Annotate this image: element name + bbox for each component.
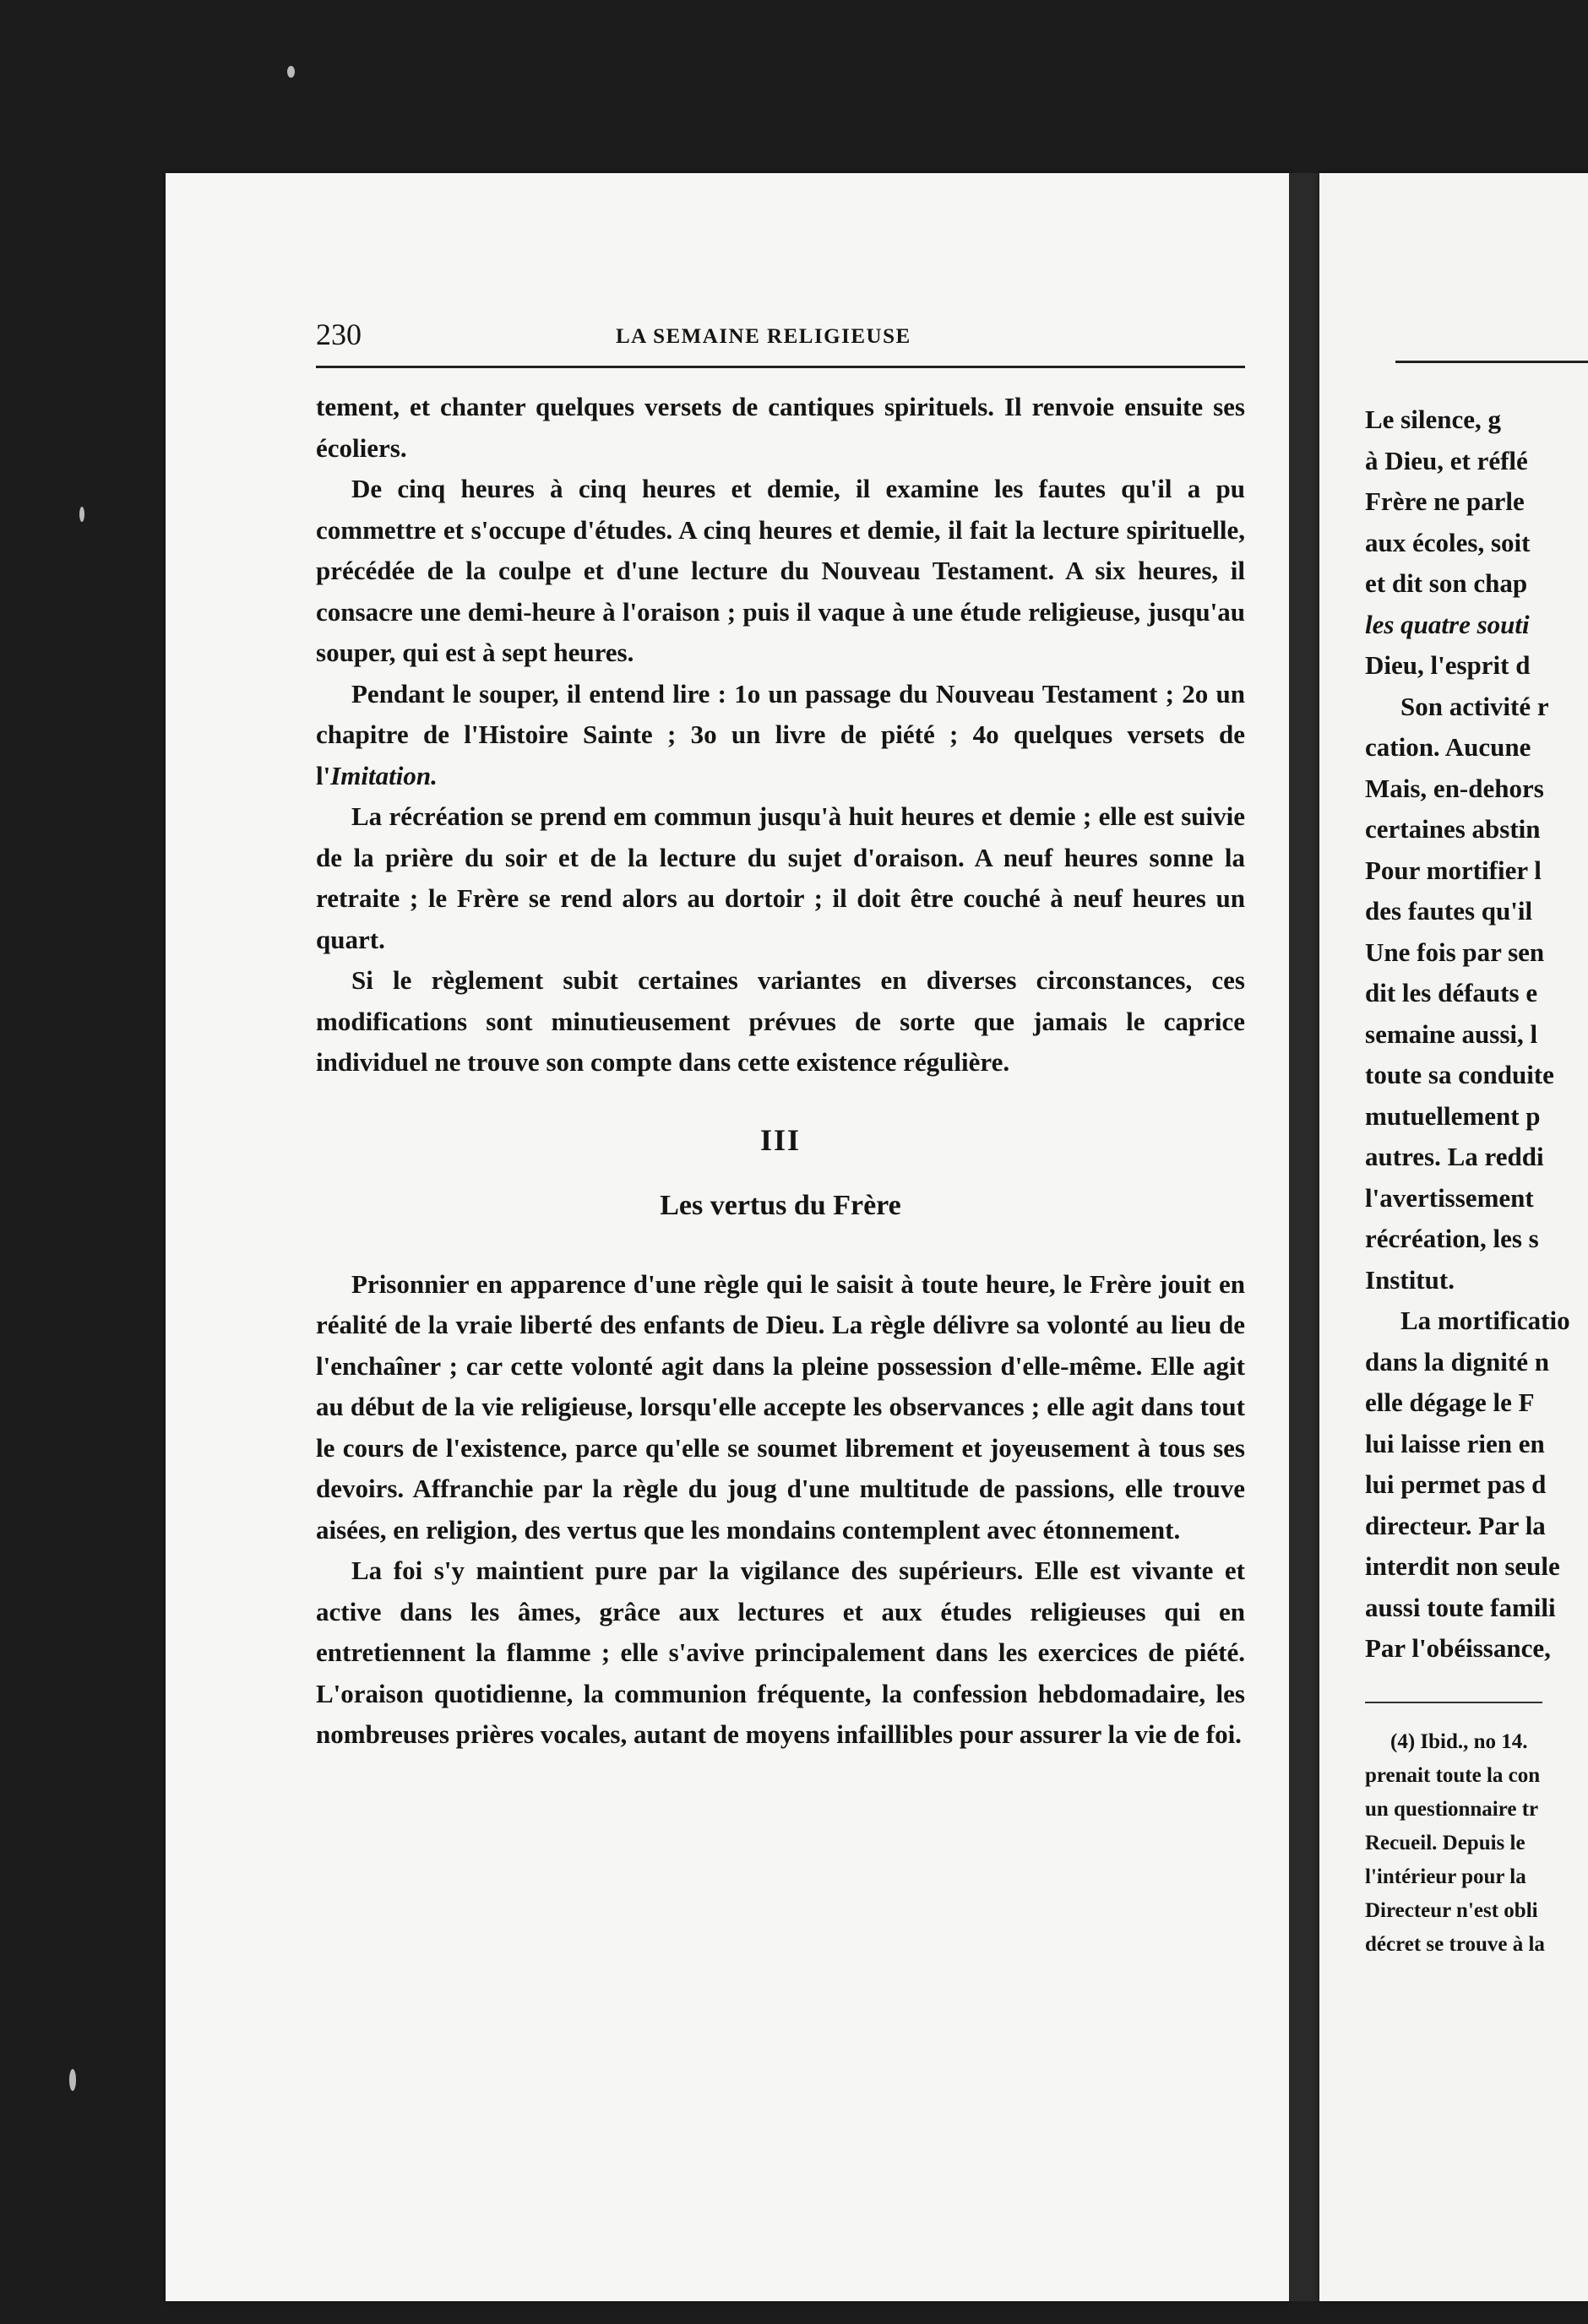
footnote-line: un questionnaire tr — [1365, 1798, 1539, 1821]
body-text — [316, 387, 1245, 1756]
text-line: aux écoles, soit — [1365, 527, 1531, 557]
text-line: Par l'obéissance, — [1365, 1633, 1551, 1663]
paragraph-text: Pendant le souper, il entend lire : 1o un passage du Nouveau Testament ; 2o un chapitre de l'Histoire Sainte ; 3o un livre de piété ; 4o quelques versets de l' — [316, 678, 1245, 790]
background-speck — [69, 2069, 76, 2091]
paragraph: tement, et chanter quelques versets de cantiques spirituels. Il renvoie ensuite ses écoliers. — [316, 392, 1245, 463]
background-speck — [79, 507, 84, 522]
footnote-line: décret se trouve à la — [1365, 1933, 1545, 1956]
page-gutter — [1289, 173, 1319, 2301]
right-page — [1319, 173, 1588, 2301]
text-line: l'avertissement — [1365, 1182, 1534, 1213]
page-number: 230 — [316, 318, 362, 351]
running-head — [316, 317, 1245, 362]
paragraph: Si le règlement subit certaines variantes en diverses circonstances, ces modifications sont minutieusement prévues de sorte que jamais le caprice individuel ne trouve son compte dans cette existence régulière. — [316, 965, 1245, 1077]
header-rule — [316, 366, 1245, 368]
text-line: Dieu, l'esprit d — [1365, 650, 1531, 680]
footnote-line: l'intérieur pour la — [1365, 1865, 1526, 1888]
paragraph: De cinq heures à cinq heures et demie, il examine les fautes qu'il a pu commettre et s'occupe d'études. A cinq heures et demie, il fait la lecture spirituelle, précédée de la coulpe et d'une lecture du Nouveau Testament. A six heures, il consacre une demi-heure à l'oraison ; puis il vaque à une étude religieuse, jusqu'au souper, qui est à sept heures. — [316, 474, 1245, 667]
footnote-line: Directeur n'est obli — [1365, 1899, 1538, 1922]
footnote-line: Recueil. Depuis le — [1365, 1832, 1525, 1854]
text-line: récréation, les s — [1365, 1224, 1539, 1253]
text-line: cation. Aucune — [1365, 732, 1531, 762]
footnote-line: (4) Ibid., no 14. — [1390, 1730, 1528, 1753]
text-line: semaine aussi, l — [1365, 1018, 1538, 1049]
text-line: Pour mortifier l — [1365, 855, 1542, 885]
paragraph: La foi s'y maintient pure par la vigilance des supérieurs. Elle est vivante et active dans les âmes, grâce aux lectures et aux études religieuses qui en entretiennent la flamme ; elle s'avive principalement dans les exercices de piété. L'oraison quotidienne, la communion fréquente, la confession hebdomadaire, les nombreuses prières vocales, autant de moyens infaillibles pour assurer la vie de foi. — [316, 1556, 1245, 1749]
text-line: dit les défauts e — [1365, 978, 1538, 1007]
text-line: autres. La reddi — [1365, 1142, 1544, 1171]
section-number: III — [759, 1122, 802, 1157]
text-line: Son activité r — [1400, 691, 1549, 721]
text-line: des fautes qu'il — [1365, 896, 1533, 926]
italic-title: Imitation. — [330, 760, 438, 790]
text-line: les quatre souti — [1365, 609, 1530, 639]
text-line: dans la dignité n — [1365, 1346, 1549, 1376]
footnotes — [1365, 1725, 1588, 1962]
paragraph — [316, 674, 1245, 797]
running-title: LA SEMAINE RELIGIEUSE — [616, 325, 911, 348]
text-line: et dit son chap — [1365, 568, 1528, 598]
footnote-line: prenait toute la con — [1365, 1764, 1541, 1787]
text-line: Frère ne parle — [1365, 486, 1525, 516]
footnote-rule — [1365, 1702, 1542, 1703]
text-line: lui laisse rien en — [1365, 1428, 1545, 1458]
background-speck — [287, 66, 295, 78]
text-line: La mortificatio — [1400, 1306, 1570, 1335]
text-line: Mais, en-dehors — [1365, 773, 1544, 803]
paragraph: Prisonnier en apparence d'une règle qui le saisit à toute heure, le Frère jouit en réalité de la vraie liberté des enfants de Dieu. La règle délivre sa volonté au lieu de l'enchaîner ; car cette volonté agit dans la pleine possession d'elle-même. Elle agit au début de la vie religieuse, lorsqu'elle accepte les observances ; elle agit dans tout le cours de l'existence, parce qu'elle se soumet librement et joyeusement à tous ses devoirs. Affranchie par la règle du joug d'une multitude de passions, elle trouve aisées, en religion, des vertus que les mondains contemplent avec étonnement. — [316, 1268, 1245, 1545]
text-line: directeur. Par la — [1365, 1510, 1546, 1540]
header-rule — [1395, 361, 1588, 363]
text-line: mutuellement p — [1365, 1100, 1541, 1131]
text-line: toute sa conduite — [1365, 1060, 1554, 1089]
text-line: elle dégage le F — [1365, 1387, 1535, 1417]
text-line: certaines abstin — [1365, 814, 1541, 844]
text-line: lui permet pas d — [1365, 1469, 1547, 1499]
paragraph: La récréation se prend em commun jusqu'à huit heures et demie ; elle est suivie de la prière du soir et de la lecture du sujet d'oraison. A neuf heures sonne la retraite ; le Frère se rend alors au dortoir ; il doit être couché à neuf heures un quart. — [316, 801, 1245, 954]
left-page — [166, 173, 1289, 2301]
text-line: Une fois par sen — [1365, 937, 1545, 967]
text-line: interdit non seule — [1365, 1551, 1560, 1581]
section-title: Les vertus du Frère — [660, 1189, 901, 1221]
text-line: aussi toute famili — [1365, 1592, 1556, 1622]
text-line: Le silence, g — [1365, 405, 1501, 434]
text-line: à Dieu, et réflé — [1365, 445, 1528, 475]
left-page-content — [316, 317, 1245, 1756]
right-page-text — [1365, 399, 1588, 1670]
text-line: Institut. — [1365, 1264, 1455, 1295]
